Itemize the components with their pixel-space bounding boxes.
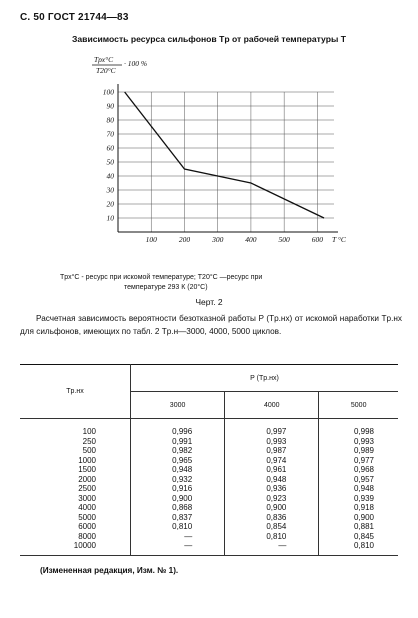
table-row [20,465,398,475]
figure-label: Черт. 2 [195,297,223,307]
x-tick-label: 500 [278,235,290,244]
table-row [20,494,398,504]
cell-probability: 0,961 [225,465,319,475]
cell-probability: — [225,541,319,555]
cell-probability: 0,987 [225,446,319,456]
table-row [20,456,398,466]
y-tick-label: 30 [106,185,114,195]
cell-probability: 0,845 [319,532,398,542]
cell-probability: 0,837 [131,513,225,523]
cell-probability: 0,900 [225,503,319,513]
x-tick-label: 400 [245,235,257,244]
cell-probability: 0,998 [319,419,398,437]
cell-probability: 0,997 [225,419,319,437]
chart-ticks [103,88,324,245]
cell-hours: 500 [82,446,96,455]
cell-hours: 10000 [20,541,131,555]
row-header-cell: Tр.нх [20,365,131,419]
probability-table [20,364,398,556]
table-row [20,503,398,513]
y-axis-label-suffix: · 100 % [124,59,148,68]
cell-hours: 1500 [78,465,96,474]
cell-probability: 0,916 [131,484,225,494]
cell-probability: 0,939 [319,494,398,504]
cell-probability: 0,936 [225,484,319,494]
chart-series [125,92,324,218]
column-header-3000: 3000 [131,392,225,419]
y-axis-label-bottom: T20°С [96,66,116,75]
figure-title: Зависимость ресурса сильфонов Tр от рабочей температуры T [72,34,346,44]
y-tick-label: 10 [106,213,114,223]
cell-hours: 3000 [78,493,96,503]
cell-probability: 0,948 [131,465,225,475]
y-axis-label-top: Tрх°С [94,55,114,64]
y-tick-label: 20 [106,199,114,209]
table-row [20,419,398,437]
cell-probability: 0,881 [319,522,398,532]
x-axis-label: T °C [332,235,346,244]
x-tick-label: 100 [145,235,157,244]
cell-probability: — [131,541,225,555]
cell-hours: 1000 [78,455,96,465]
x-tick-label: 300 [212,235,224,244]
caption-line-1: Tрх°С - ресурс при искомой температуре; T20°С —ресурс при [60,274,263,281]
table-row [20,446,398,456]
cell-hours: 8000 [78,531,96,541]
x-tick-label: 200 [178,235,191,244]
series-line [125,92,324,218]
cell-probability: — [131,532,225,542]
cell-probability: 0,900 [131,494,225,504]
cell-probability: 0,974 [225,456,319,466]
table-row [20,475,398,485]
cell-probability: 0,957 [319,475,398,485]
cell-probability: 0,854 [225,522,319,532]
y-tick-label: 90 [106,101,114,111]
cell-hours: 4000 [78,503,96,512]
table-row [20,484,398,494]
cell-hours: 2000 [78,474,96,484]
cell-probability: 0,918 [319,503,398,513]
cell-probability: 0,836 [225,513,319,523]
amendment-note: (Измененная редакция, Изм. № 1). [40,566,179,575]
table-row [20,541,398,555]
y-tick-label: 60 [106,143,114,153]
chart [78,52,348,248]
caption-line-2: температуре 293 К (20°С) [124,284,208,291]
chart-grid [118,92,334,232]
y-tick-label: 40 [106,171,114,181]
table-row [20,532,398,542]
cell-hours: 2500 [78,484,96,493]
y-tick-label: 50 [106,157,114,167]
cell-hours: 250 [82,436,96,446]
column-header-5000: 5000 [319,392,398,419]
figure-caption [60,273,380,293]
page-header: С. 50 ГОСТ 21744—83 [20,12,129,23]
cell-probability: 0,810 [225,532,319,542]
cell-probability: 0,810 [319,541,398,555]
cell-probability: 0,900 [319,513,398,523]
cell-probability: 0,868 [131,503,225,513]
cell-probability: 0,968 [319,465,398,475]
cell-hours: 100 [82,427,96,436]
cell-probability: 0,996 [131,419,225,437]
cell-hours: 6000 [78,522,96,531]
table-row [20,437,398,447]
cell-probability: 0,991 [131,437,225,447]
cell-probability: 0,948 [225,475,319,485]
y-tick-label: 100 [102,87,114,97]
cell-probability: 0,993 [225,437,319,447]
cell-probability: 0,965 [131,456,225,466]
cell-probability: 0,989 [319,446,398,456]
cell-probability: 0,810 [131,522,225,532]
cell-probability: 0,923 [225,494,319,504]
cell-hours: 5000 [78,512,96,522]
table-row [20,522,398,532]
cell-probability: 0,982 [131,446,225,456]
cell-probability: 0,977 [319,456,398,466]
y-tick-label: 80 [106,115,114,125]
body-paragraph: Расчетная зависимость вероятности безотказной работы P (Tр.нх) от искомой наработки Tр.нх для сильфонов, имеющих по табл. 2 Tр.н—3000, 4000, 5000 циклов. [20,314,402,336]
cell-probability: 0,948 [319,484,398,494]
table-row [20,513,398,523]
cell-probability: 0,993 [319,437,398,447]
group-header-cell: P (Tр.нх) [131,365,399,392]
column-header-4000: 4000 [225,392,319,419]
cell-probability: 0,932 [131,475,225,485]
x-tick-label: 600 [311,235,324,244]
y-tick-label: 70 [106,129,114,139]
